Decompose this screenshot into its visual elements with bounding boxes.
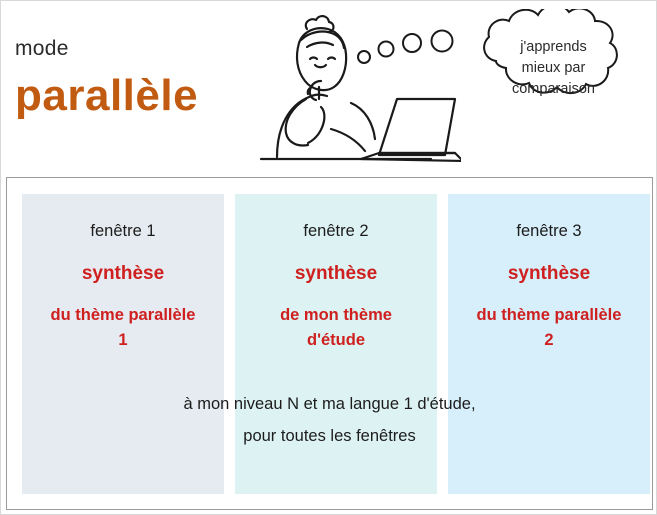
- theme-line-1b: 1: [118, 330, 128, 349]
- synthesis-label-1: synthèse: [81, 263, 165, 284]
- synthesis-label-3: synthèse: [507, 263, 591, 284]
- window-label-3: fenêtre 3: [516, 222, 582, 240]
- thought-bubble-text: [456, 37, 651, 100]
- bubble-line-3: comparaison: [511, 81, 595, 98]
- theme-line-1a: du thème parallèle: [50, 306, 196, 324]
- window-label-2: fenêtre 2: [303, 222, 369, 240]
- panel-footer: [7, 388, 652, 452]
- bubble-line-1: j'apprends: [520, 39, 587, 55]
- columns-container: [7, 178, 652, 509]
- theme-text-3: [448, 303, 650, 353]
- footer-line-1: à mon niveau N et ma langue 1 d'étude,: [183, 395, 476, 413]
- synthesis-label-2: synthèse: [294, 263, 378, 284]
- theme-line-2a: de mon thème: [280, 306, 392, 324]
- theme-line-3a: du thème parallèle: [476, 306, 622, 324]
- header-section: [1, 1, 657, 176]
- mode-label: mode: [15, 37, 69, 60]
- windows-panel: [6, 177, 653, 510]
- thought-bubble: [456, 9, 651, 124]
- thought-trail-icon: [356, 27, 461, 67]
- theme-text-1: [22, 303, 224, 353]
- window-label-1: fenêtre 1: [90, 222, 156, 240]
- mode-title: parallèle: [15, 71, 199, 120]
- footer-line-2: pour toutes les fenêtres: [243, 427, 416, 446]
- bubble-line-2: mieux par: [521, 60, 586, 77]
- theme-text-2: [235, 303, 437, 353]
- theme-line-3b: 2: [544, 330, 554, 349]
- theme-line-2b: d'étude: [306, 330, 365, 349]
